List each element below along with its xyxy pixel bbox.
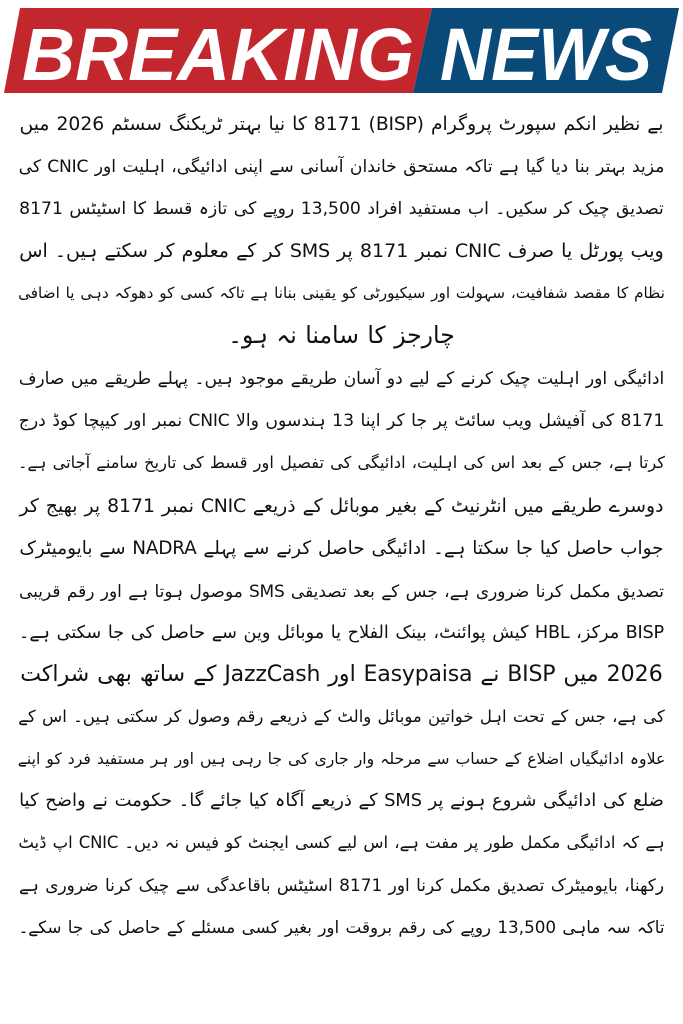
breaking-news-banner: [0, 0, 683, 100]
article-line: ویب پورٹل یا صرف CNIC نمبر 8171 پر SMS کر کے معلوم کر سکتے ہیں۔ اس: [19, 240, 664, 262]
article-line: علاوہ ادائیگیاں اضلاع کے حساب سے مرحلہ وار جاری کی جا رہی ہیں اور ہر مستفید فرد کو اپنے: [17, 749, 666, 768]
article-line: کی ہے، جس کے تحت اہل خواتین موبائل والٹ کے ذریعے رقم وصول کر سکتی ہیں۔ اس کے: [18, 707, 665, 726]
article-line: BISP مرکز، HBL کیش پوائنٹ، بینک الفلاح یا موبائل وین سے حاصل کی جا سکتی ہے۔: [18, 623, 664, 643]
banner-word-breaking: BREAKING: [22, 13, 414, 96]
article-line: دوسرے طریقے میں انٹرنیٹ کے بغیر موبائل کے ذریعے CNIC نمبر 8171 پر بھیج کر: [19, 496, 664, 517]
article-line: 2026 میں BISP نے Easypaisa اور JazzCash کے ساتھ بھی شراکت: [20, 662, 663, 687]
article-line: ضلع کی ادائیگی شروع ہونے پر SMS کے ذریعے آگاہ کیا جائے گا۔ حکومت نے واضح کیا: [19, 790, 664, 811]
breaking-news-logo: [0, 0, 683, 100]
urdu-article-body: [14, 104, 669, 948]
article-line: 8171 کی آفیشل ویب سائٹ پر جا کر اپنا 13 ہندسوں والا CNIC نمبر اور کیپچا کوڈ درج: [18, 411, 665, 431]
article-line: چارجز کا سامنا نہ ہو۔: [228, 321, 455, 349]
article-line: نظام کا مقصد شفافیت، سہولت اور سیکیورٹی کو یقینی بنانا ہے تاکہ کسی کو دھوکہ دہی یا اضافی: [18, 284, 665, 302]
article-paragraph-1: [14, 104, 669, 356]
article-line: تصدیق مکمل کرنا ضروری ہے، جس کے بعد تصدیقی SMS موصول ہوتا ہے اور رقم قریبی: [19, 581, 664, 601]
article-paragraph-3: [14, 486, 669, 948]
article-line: مزید بہتر بنا دیا گیا ہے تاکہ مستحق خاندان آسانی سے اپنی ادائیگی، اہلیت اور CNIC کی: [18, 157, 665, 177]
banner-word-news: NEWS: [440, 13, 652, 96]
article-line: بے نظیر انکم سپورٹ پروگرام (BISP) 8171 کا نیا بہتر ٹریکنگ سسٹم 2026 میں: [19, 114, 664, 135]
article-line: رکھنا، بایومیٹرک تصدیق مکمل کرنا اور 8171 اسٹیٹس باقاعدگی سے چیک کرنا ضروری ہے: [18, 875, 665, 895]
article-line: کرتا ہے، جس کے بعد اس کی اہلیت، ادائیگی کی تفصیل اور قسط کی تاریخ سامنے آجاتی ہے۔: [17, 453, 665, 472]
article-line: ہے کہ ادائیگی مکمل طور پر مفت ہے، اس لیے کسی ایجنٹ کو فیس نہ دیں۔ CNIC اپ ڈیٹ: [18, 833, 665, 852]
article-line: تاکہ سہ ماہی 13,500 روپے کی رقم بروقت اور بغیر کسی مسئلے کے حاصل کی جا سکے۔: [18, 917, 665, 937]
article-line: تصدیق چیک کر سکیں۔ اب مستفید افراد 13,500 روپے کی تازہ قسط کا اسٹیٹس 8171: [19, 199, 664, 219]
article-paragraph-2: [14, 358, 669, 484]
article-line: جواب حاصل کیا جا سکتا ہے۔ ادائیگی حاصل کرنے سے پہلے NADRA سے بایومیٹرک: [19, 538, 664, 559]
article-line: ادائیگی اور اہلیت چیک کرنے کے لیے دو آسان طریقے موجود ہیں۔ پہلے طریقے میں صارف: [18, 369, 665, 389]
